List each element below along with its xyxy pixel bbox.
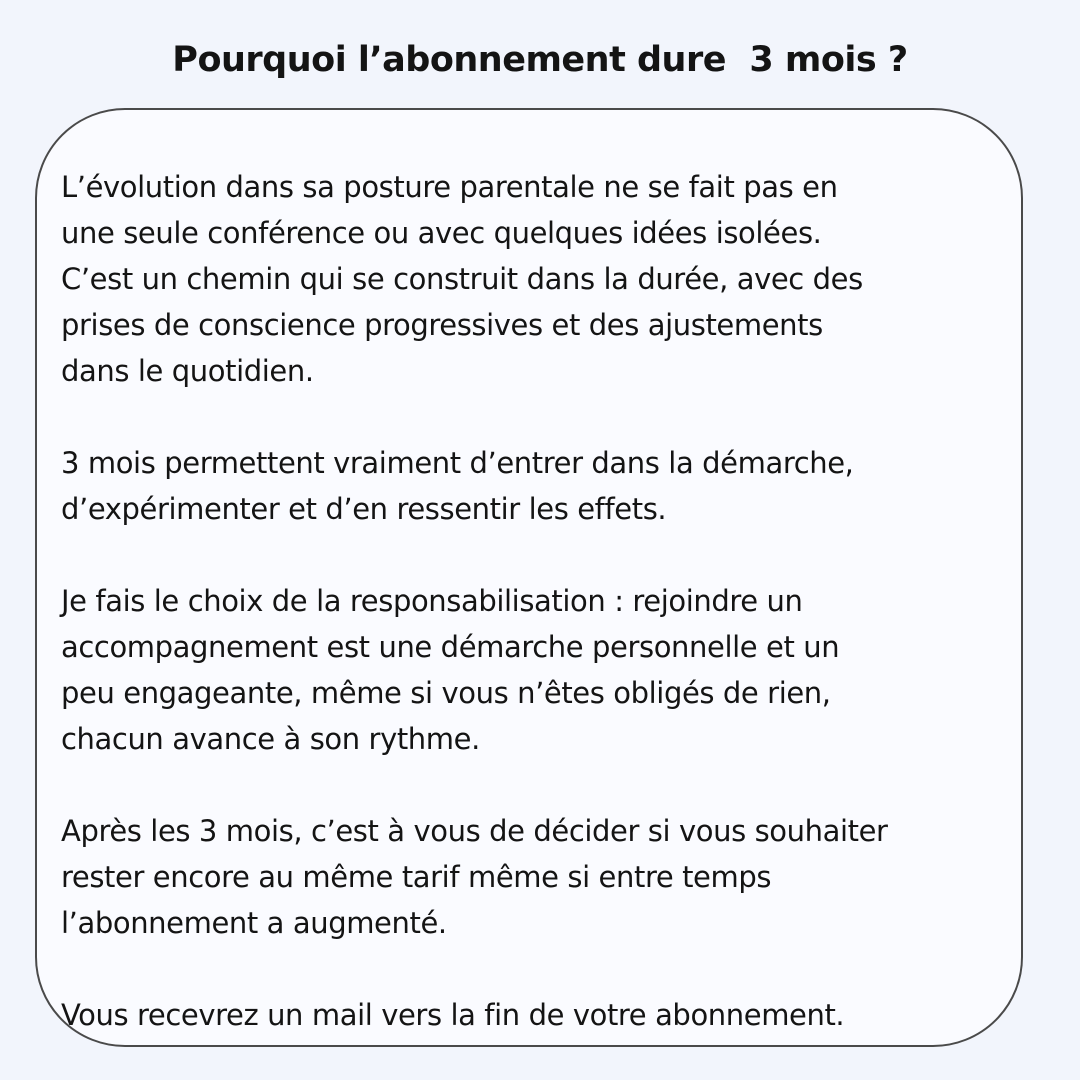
paragraph-line: chacun avance à son rythme.	[61, 722, 480, 756]
paragraph-three-months	[61, 440, 1011, 532]
paragraph-line: Vous recevrez un mail vers la fin de votre abonnement.	[61, 998, 845, 1032]
paragraph-duration-reason	[61, 164, 1011, 394]
paragraph-line: 3 mois permettent vraiment d’entrer dans la démarche,	[61, 446, 854, 480]
page-title: Pourquoi l’abonnement dure 3 mois ?	[172, 40, 908, 80]
paragraph-line: l’abonnement a augmenté.	[61, 906, 447, 940]
paragraph-line: d’expérimenter et d’en ressentir les effets.	[61, 492, 667, 526]
card-content	[61, 164, 1011, 1038]
paragraph-line: dans le quotidien.	[61, 354, 314, 388]
text-card	[35, 108, 1023, 1047]
paragraph-line: Je fais le choix de la responsabilisation : rejoindre un	[61, 584, 803, 618]
paragraph-line: rester encore au même tarif même si entre temps	[61, 860, 772, 894]
paragraph-email-notice	[61, 992, 1011, 1038]
paragraph-responsibility	[61, 578, 1011, 762]
paragraph-line: Après les 3 mois, c’est à vous de décider si vous souhaiter	[61, 814, 888, 848]
paragraph-line: accompagnement est une démarche personnelle et un	[61, 630, 840, 664]
paragraph-line: peu engageante, même si vous n’êtes obligés de rien,	[61, 676, 831, 710]
paragraph-line: L’évolution dans sa posture parentale ne se fait pas en	[61, 170, 838, 204]
paragraph-line: une seule conférence ou avec quelques idées isolées.	[61, 216, 822, 250]
paragraph-line: prises de conscience progressives et des ajustements	[61, 308, 823, 342]
paragraph-line: C’est un chemin qui se construit dans la durée, avec des	[61, 262, 863, 296]
paragraph-after-three-months	[61, 808, 1011, 946]
